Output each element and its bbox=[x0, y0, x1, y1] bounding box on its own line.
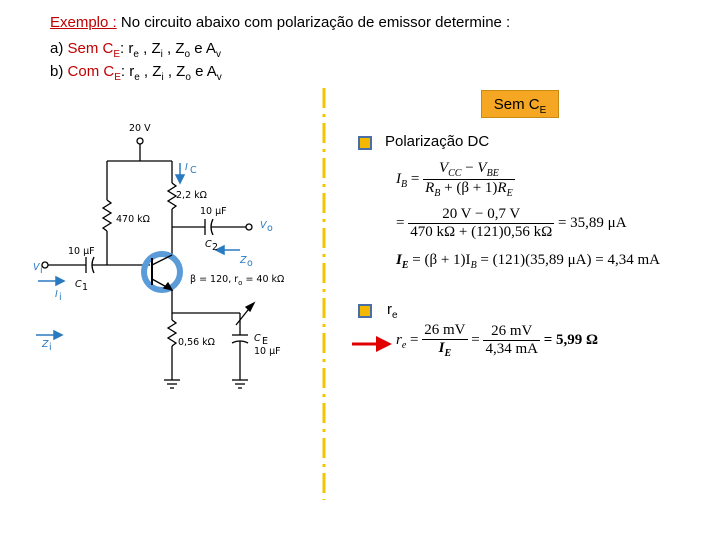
c2-label: C bbox=[205, 239, 212, 250]
c1-label: C bbox=[75, 279, 82, 290]
circuit-diagram bbox=[0, 115, 320, 405]
zi-label: Z bbox=[42, 339, 49, 350]
zo-label: Z bbox=[240, 255, 247, 266]
sem-ce-label: Sem $C_E$ bbox=[67, 40, 121, 60]
svg-text:i: i bbox=[49, 342, 52, 353]
bullet-square-icon bbox=[358, 136, 372, 150]
ib-numeric: = $\frac{20 V - 0,7 V}{470 k\Omega + (121)0,56 k\Omega}$ = 35,89 μA bbox=[396, 206, 627, 240]
sem-ce-box: Sem $C_E$ bbox=[481, 90, 559, 118]
ic-label: I bbox=[185, 162, 188, 173]
rc-value: 2,2 kΩ bbox=[176, 190, 207, 201]
polarizacao-label: Polarização DC bbox=[385, 133, 490, 150]
vo-label: V bbox=[260, 220, 267, 231]
re-label: $r_e$ bbox=[387, 301, 398, 321]
svg-text:2: 2 bbox=[212, 242, 219, 253]
ii-label: I bbox=[55, 289, 58, 300]
svg-text:o: o bbox=[267, 223, 273, 234]
svg-text:C: C bbox=[190, 165, 197, 176]
ib-formula: $I_B$ = $\frac{V_{CC} - V_{BE}}{R_B + (\beta + 1)R_E}$ bbox=[396, 160, 513, 199]
c2-value: 10 μF bbox=[200, 206, 227, 217]
svg-text:i: i bbox=[40, 265, 43, 276]
svg-text:o: o bbox=[247, 258, 253, 269]
rc-resistor bbox=[168, 183, 176, 209]
svg-text:E: E bbox=[262, 336, 269, 347]
item-a-prefix: a) bbox=[50, 40, 68, 57]
problem-statement: No circuito abaixo com polarização de emissor determine : bbox=[116, 14, 511, 31]
header-line-2: a) Sem $C_E$: $r_e$ , $Z_i$ , $Z_o$ e $A_v$ bbox=[50, 40, 221, 60]
rb-value: 470 kΩ bbox=[116, 214, 150, 225]
com-ce-label: Com $C_E$ bbox=[67, 63, 121, 83]
re-formula: $r_e$ = $\frac{26 mV}{I_E}$ = $\frac{26 mV}{4,34 mA}$ = 5,99 Ω bbox=[396, 322, 599, 359]
ie-formula: $I_E = (\beta + 1)I_B = (121)(35,89$ μA) = 4,34 mA bbox=[396, 252, 660, 271]
exemplo-label: Exemplo : bbox=[50, 14, 117, 31]
item-b-prefix: b) bbox=[50, 63, 68, 80]
vcc-label: 20 V bbox=[129, 123, 151, 134]
svg-text:1: 1 bbox=[82, 282, 89, 293]
item-b-text: : r bbox=[120, 63, 135, 80]
vcc-terminal bbox=[137, 138, 143, 144]
rb-resistor bbox=[103, 200, 111, 231]
red-arrow-icon bbox=[376, 336, 392, 352]
re-resistor bbox=[168, 320, 176, 346]
re-value: 0,56 kΩ bbox=[178, 337, 215, 348]
header-line-3: b) Com $C_E$: $r_e$ , $Z_i$ , $Z_o$ e $A_v$ bbox=[50, 63, 222, 83]
beta-label: β = 120, $r_o = 40$ kΩ bbox=[190, 274, 285, 287]
item-a-text: : r bbox=[120, 40, 134, 57]
ce-label: C bbox=[254, 333, 261, 344]
bullet-square-icon bbox=[358, 304, 372, 318]
svg-text:i: i bbox=[59, 292, 62, 303]
ce-value: 10 μF bbox=[254, 346, 281, 357]
vi-label: V bbox=[33, 262, 40, 273]
c1-value: 10 μF bbox=[68, 246, 95, 257]
